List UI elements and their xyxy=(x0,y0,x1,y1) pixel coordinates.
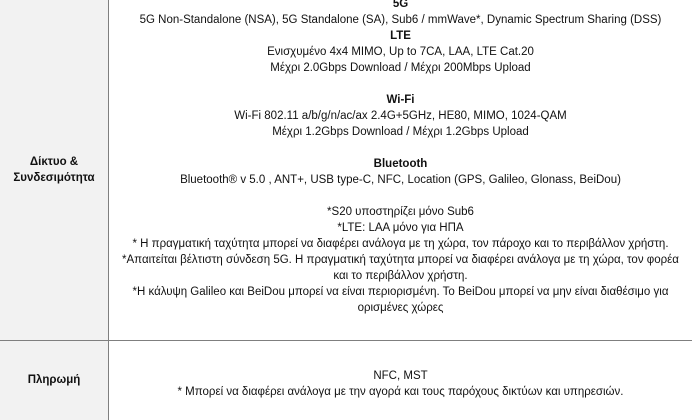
footnote-5g-connection: *Απαιτείται βέλτιστη σύνδεση 5G. Η πραγματική ταχύτητα μπορεί να διαφέρει ανάλογα με τη χώρα, τον φορέα και το περιβάλλον χρήστη. xyxy=(122,254,679,282)
network-connectivity-content xyxy=(109,0,692,316)
5g-heading: 5G xyxy=(392,0,409,10)
bluetooth-heading: Bluetooth xyxy=(373,158,428,170)
network-label-line-2: Συνδεσιμότητα xyxy=(13,171,95,184)
lte-heading: LTE xyxy=(390,30,411,42)
payment-footnote: * Μπορεί να διαφέρει ανάλογα με την αγορά και τους παρόχους δικτύων και υπηρεσιών. xyxy=(177,386,624,399)
footnote-lte-laa: *LTE: LAA μόνο για ΗΠΑ xyxy=(337,222,464,234)
payment-methods: NFC, MST xyxy=(373,370,428,383)
footnote-s20-sub6: *S20 υποστηρίζει μόνο Sub6 xyxy=(327,206,474,218)
payment-label-cell xyxy=(0,340,109,420)
wifi-speeds: Μέχρι 1.2Gbps Download / Μέχρι 1.2Gbps Upload xyxy=(272,126,529,138)
payment-row xyxy=(0,340,692,420)
network-label-line-1: Δίκτυο & xyxy=(29,155,79,168)
spacer xyxy=(109,76,692,92)
payment-value-cell xyxy=(109,340,692,420)
bluetooth-features: Bluetooth® v 5.0 , ANT+, USB type-C, NFC, Location (GPS, Galileo, Glonass, BeiDou) xyxy=(180,174,621,186)
network-connectivity-value-cell xyxy=(109,0,692,340)
lte-speeds: Μέχρι 2.0Gbps Download / Μέχρι 200Mbps Upload xyxy=(270,62,531,74)
payment-label: Πληρωμή xyxy=(27,374,81,387)
5g-description: 5G Non-Standalone (NSA), 5G Standalone (SA), Sub6 / mmWave*, Dynamic Spectrum Sharing (DSS) xyxy=(139,14,662,26)
footnote-galileo-beidou: *Η κάλυψη Galileo και BeiDou μπορεί να είναι περιορισμένη. Το BeiDou μπορεί να μην είναι διαθέσιμο για ορισμένες χώρες xyxy=(132,286,669,314)
wifi-standards: Wi-Fi 802.11 a/b/g/n/ac/ax 2.4G+5GHz, HE80, MIMO, 1024-QAM xyxy=(234,110,567,122)
network-connectivity-label-cell xyxy=(0,0,109,340)
lte-features: Ενισχυμένο 4x4 MIMO, Up to 7CA, LAA, LTE Cat.20 xyxy=(267,46,534,58)
payment-content xyxy=(109,368,692,400)
spacer xyxy=(109,140,692,156)
wifi-heading: Wi-Fi xyxy=(386,94,415,106)
footnote-actual-speed: * Η πραγματική ταχύτητα μπορεί να διαφέρει ανάλογα με τη χώρα, τον πάροχο και το περιβάλλον χρήστη. xyxy=(132,238,669,250)
spacer xyxy=(109,188,692,204)
